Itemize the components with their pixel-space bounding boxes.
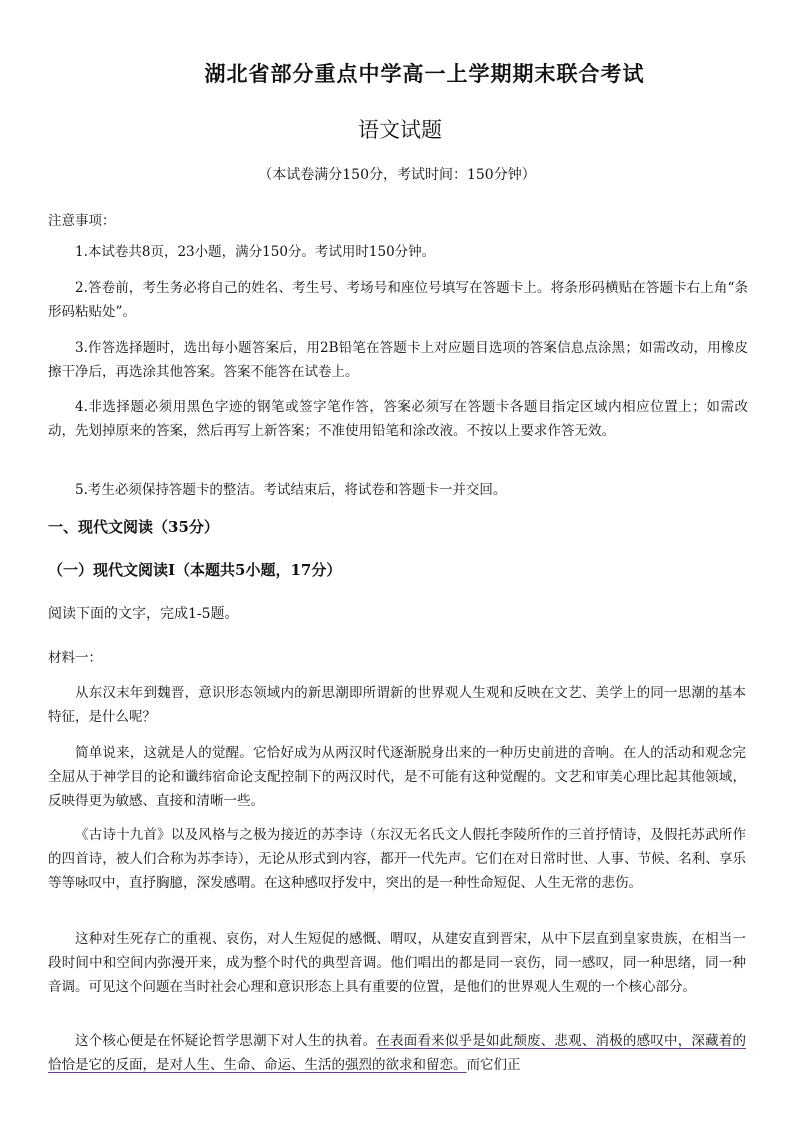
section-heading: 一、现代文阅读（35分） [48,518,219,536]
paragraph-lead: 这个核心便是在怀疑论哲学思潮下对人生的执着。 [75,1033,377,1049]
notice-item: 2.答卷前，考生务必将自己的姓名、考生号、考场号和座位号填写在答题卡上。将条形码横贴在答题卡右上角“条形码粘贴处”。 [48,280,748,320]
body-paragraph: 从东汉末年到魏晋，意识形态领域内的新思潮即所谓新的世界观人生观和反映在文艺、美学上的同一思潮的基本特征，是什么呢？ [48,685,746,725]
body-paragraph: 《古诗十九首》以及风格与之极为接近的苏李诗（东汉无名氏文人假托李陵所作的三首抒情诗，及假托苏武所作的四首诗，被人们合称为苏李诗），无论从形式到内容，都开一代先声。它们在对日常时世、人事、节候、名利、享乐等等咏叹中，直抒胸臆，深发感喟。在这种感叹抒发中，突出的是一种性命短促、人生无常的悲伤。 [48,827,746,891]
body-paragraph: 这种对生死存亡的重视、哀伤，对人生短促的感慨、喟叹，从建安直到晋宋，从中下层直到皇家贵族，在相当一段时间中和空间内弥漫开来，成为整个时代的典型音调。他们唱出的都是同一哀伤，同一感叹，同一种思绪，同一种音调。可见这个问题在当时社会心理和意识形态上具有重要的位置，是他们的世界观人生观的一个核心部分。 [48,931,746,995]
paragraph-tail: 而它们正 [466,1057,521,1073]
notice-heading: 注意事项： [48,213,116,229]
notice-item: 5.考生必须保持答题卡的整洁。考试结束后，将试卷和答题卡一并交回。 [75,482,507,498]
subsection-heading: （一）现代文阅读Ⅰ（本题共5小题，17分） [48,561,342,579]
exam-info: （本试卷满分150分，考试时间：150分钟） [258,167,536,183]
body-paragraph-last [48,1029,746,1077]
exam-subtitle: 语文试题 [358,118,442,142]
notice-item: 3.作答选择题时，选出每小题答案后，用2B铅笔在答题卡上对应题目选项的答案信息点涂黑；如需改动，用橡皮擦干净后，再选涂其他答案。答案不能答在试卷上。 [48,340,748,380]
underlined-sentence: 在表面看来似乎是如此颓废、悲观、消极的感叹中，深藏着的恰恰是它的反面，是对人生、生命、命运、生活的强烈的欲求和留恋。 [48,1033,747,1073]
notice-item: 1.本试卷共8页，23小题，满分150分。考试用时150分钟。 [75,244,436,260]
body-paragraph: 简单说来，这就是人的觉醒。它恰好成为从两汉时代逐渐脱身出来的一种历史前进的音响。在人的活动和观念完全屈从于神学目的论和谶纬宿命论支配控制下的两汉时代，是不可能有这种觉醒的。文艺和审美心理比起其他领域，反映得更为敏感、直接和清晰一些。 [48,745,746,809]
reading-instruction: 阅读下面的文字，完成1-5题。 [48,606,239,622]
exam-title: 湖北省部分重点中学高一上学期期末联合考试 [204,61,645,86]
notice-item: 4.非选择题必须用黑色字迹的钢笔或签字笔作答，答案必须写在答题卡各题目指定区域内相应位置上；如需改动，先划掉原来的答案，然后再写上新答案；不准使用铅笔和涂改液。不按以上要求作答无效。 [48,399,748,439]
material-label: 材料一： [48,650,102,666]
